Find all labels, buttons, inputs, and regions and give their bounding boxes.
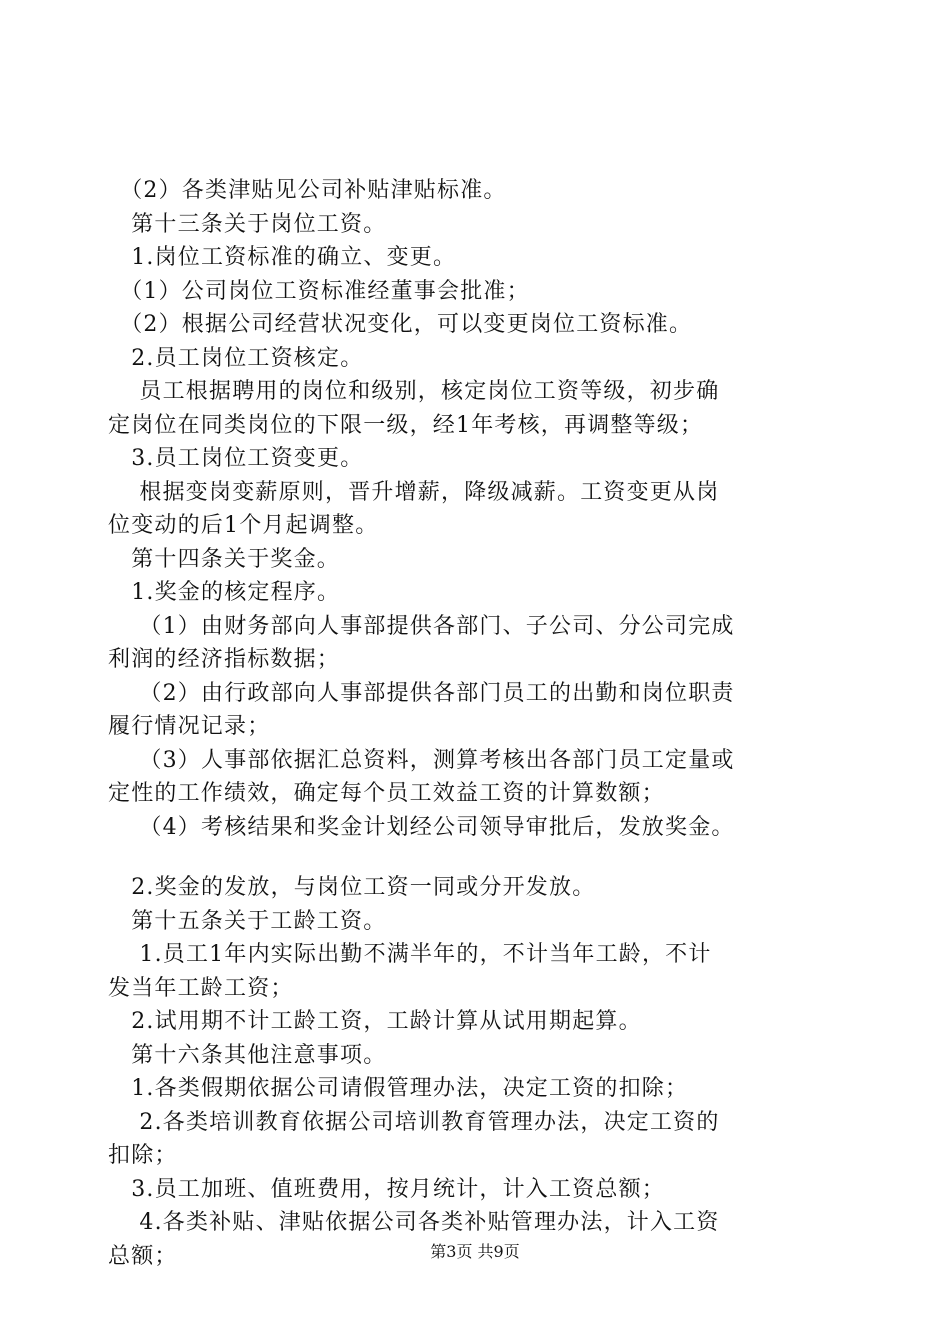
text-line: 定岗位在同类岗位的下限一级，经1年考核，再调整等级； bbox=[108, 412, 704, 438]
text-line: （1）由财务部向人事部提供各部门、子公司、分公司完成 bbox=[108, 613, 735, 639]
text-line: 员工根据聘用的岗位和级别，核定岗位工资等级，初步确 bbox=[108, 379, 720, 404]
text-line: （2）各类津贴见公司补贴津贴标准。 bbox=[108, 178, 507, 203]
text-line: 1.各类假期依据公司请假管理办法，决定工资的扣除； bbox=[108, 1076, 689, 1101]
text-line: （4）考核结果和奖金计划经公司领导审批后，发放奖金。 bbox=[108, 814, 735, 840]
text-line: 根据变岗变薪原则，晋升增薪，降级减薪。工资变更从岗 bbox=[108, 479, 720, 505]
text-line: 2.员工岗位工资核定。 bbox=[108, 345, 364, 371]
text-line: 3.员工岗位工资变更。 bbox=[108, 446, 364, 471]
text-line: 2.试用期不计工龄工资，工龄计算从试用期起算。 bbox=[108, 1009, 642, 1034]
text-line: 位变动的后1个月起调整。 bbox=[108, 513, 379, 538]
text-line: 3.员工加班、值班费用，按月统计，计入工资总额； bbox=[108, 1176, 665, 1202]
text-line: 定性的工作绩效，确定每个员工效益工资的计算数额； bbox=[108, 781, 665, 806]
text-line: 发当年工龄工资； bbox=[108, 975, 294, 1001]
page-number-footer: 第3页 共9页 bbox=[430, 1242, 520, 1261]
text-line: （2）根据公司经营状况变化，可以变更岗位工资标准。 bbox=[108, 312, 693, 337]
text-line: 4.各类补贴、津贴依据公司各类补贴管理办法，计入工资 bbox=[108, 1210, 720, 1235]
section-heading: 第十四条关于奖金。 bbox=[108, 546, 341, 572]
section-heading: 第十五条关于工龄工资。 bbox=[108, 908, 387, 934]
paragraph-gap bbox=[108, 844, 836, 871]
section-heading: 第十六条其他注意事项。 bbox=[108, 1042, 387, 1068]
text-line: （3）人事部依据汇总资料，测算考核出各部门员工定量或 bbox=[108, 747, 735, 773]
text-line: 扣除； bbox=[108, 1143, 178, 1168]
section-heading: 第十三条关于岗位工资。 bbox=[108, 211, 387, 237]
text-line: 履行情况记录； bbox=[108, 714, 271, 739]
text-line: 总额； bbox=[108, 1243, 178, 1269]
text-line: 1.奖金的核定程序。 bbox=[108, 580, 341, 605]
text-line: 1.员工1年内实际出勤不满半年的，不计当年工龄，不计 bbox=[108, 942, 712, 967]
text-line: 1.岗位工资标准的确立、变更。 bbox=[108, 245, 457, 270]
text-line: 2.奖金的发放，与岗位工资一同或分开发放。 bbox=[108, 875, 596, 900]
document-body bbox=[108, 174, 836, 1273]
text-line: （2）由行政部向人事部提供各部门员工的出勤和岗位职责 bbox=[108, 680, 735, 706]
text-line: 利润的经济指标数据； bbox=[108, 647, 341, 672]
text-line: 2.各类培训教育依据公司培训教育管理办法，决定工资的 bbox=[108, 1109, 720, 1135]
text-line: （1）公司岗位工资标准经董事会批准； bbox=[108, 278, 530, 304]
